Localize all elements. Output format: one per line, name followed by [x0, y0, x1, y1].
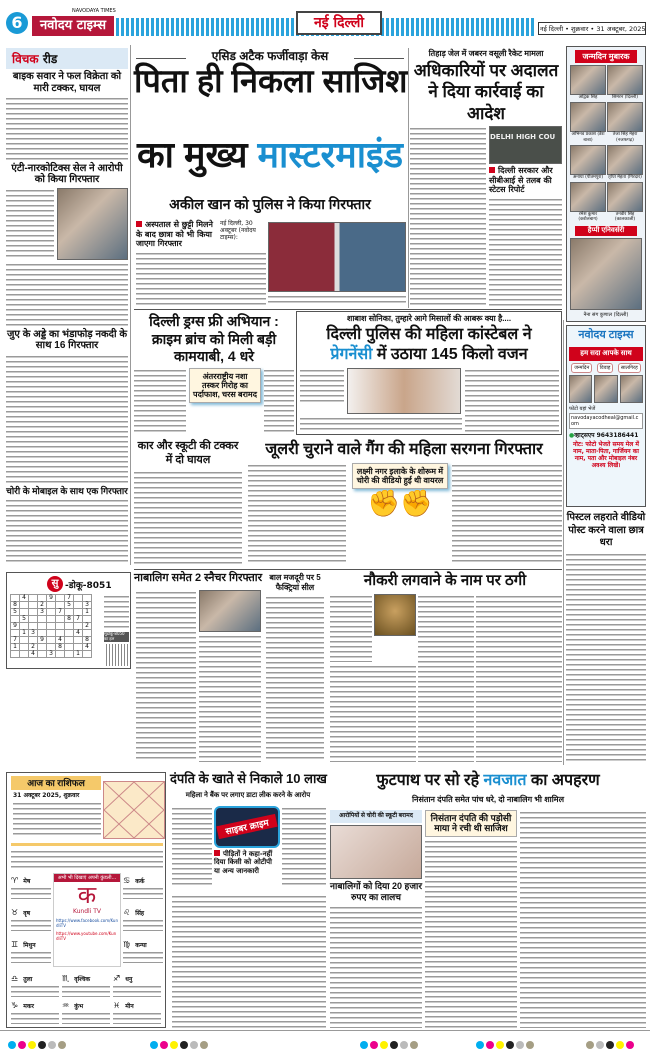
sudoku-cell[interactable]: 2	[38, 602, 47, 609]
sudoku-cell[interactable]: 1	[11, 644, 20, 651]
column-divider	[130, 45, 131, 565]
ad-tagline: हम सदा आपके साथ	[569, 347, 643, 361]
left-story-3-headline: जुए के अड्डे का भंडाफोड़ नकदी के साथ 16 गिरफ्तार	[6, 328, 128, 352]
sudoku-cell[interactable]: 4	[83, 644, 92, 651]
zodiac-text	[123, 886, 163, 899]
story-body	[172, 806, 212, 886]
tihar-story	[410, 49, 562, 307]
zodiac-icon: ♒	[62, 1001, 70, 1010]
zodiac-text	[11, 1011, 59, 1024]
tihar-side-headline: दिल्ली सरकार और सीबीआई से तलब की स्टेटस रिपोर्ट	[489, 166, 562, 195]
kidnap-tag: आरोपियों से चोरी की स्कूटी बरामद	[330, 810, 422, 823]
sudoku-cell[interactable]	[20, 637, 29, 644]
person-name: तनवीर सिंह (कालकाजी)	[614, 211, 636, 223]
sudoku-cell[interactable]	[56, 595, 65, 602]
story-body	[452, 463, 562, 565]
zodiac-sign-name: सिंह	[135, 910, 145, 917]
birthday-person	[607, 102, 643, 142]
sudoku-cell[interactable]	[47, 630, 56, 637]
zodiac-icon: ♈	[11, 876, 19, 885]
zodiac-icon: ♉	[11, 908, 19, 917]
kundli-chart	[103, 781, 165, 839]
story-body	[134, 368, 186, 436]
zodiac-icon: ♌	[123, 908, 131, 917]
sudoku-cell[interactable]	[20, 651, 29, 658]
drugs-headline: दिल्ली ड्रग्स फ्री अभियान : क्राइम ब्रांच को मिली बड़ी कामयाबी, 4 धरे	[149, 313, 279, 364]
acid-attack-photo	[268, 222, 406, 292]
tihar-kicker: तिहाड़ जेल में जबरन वसूली रैकेट मामला	[428, 49, 544, 58]
sudoku-cell[interactable]: 3	[47, 651, 56, 658]
sudoku-cell[interactable]: 4	[20, 595, 29, 602]
youtube-link[interactable]: https://www.youtube.com/KundliTV	[56, 931, 117, 942]
sudoku-cell[interactable]: 1	[74, 651, 83, 658]
sudoku-cell[interactable]	[20, 602, 29, 609]
zodiac-sign-name: वृष	[23, 910, 31, 917]
zodiac-sign-entry	[113, 998, 161, 1024]
car-story	[134, 440, 242, 565]
person-photo	[607, 145, 643, 175]
birthday-person	[570, 145, 606, 180]
couple-center	[214, 806, 280, 890]
story-body	[6, 188, 54, 260]
zodiac-sign-entry	[11, 905, 51, 931]
anniversary-title: हैप्पी एनिवर्सरी	[575, 226, 637, 236]
divider	[11, 843, 163, 846]
left-story-1-headline: बाइक सवार ने फल विक्रेता को मारी टक्कर, घायल	[12, 71, 122, 94]
story-body	[6, 96, 128, 161]
constable-kicker: शाबाश सोनिका, तुम्हारे आगे मिसालों की आबरू क्या है....	[346, 314, 512, 323]
story-body	[300, 368, 344, 404]
kidnap-subheadline: निसंतान दंपति समेत पांच धरे, दो नाबालिग भी शामिल	[411, 795, 565, 804]
ad-phone: 9643186441	[596, 431, 639, 439]
sudoku-cell[interactable]	[29, 595, 38, 602]
lead-headline-line1: पिता ही निकला साजिश	[134, 63, 408, 99]
pistol-story	[566, 512, 646, 762]
handcuffs-icon: ✊✊	[367, 489, 433, 520]
sudoku-cell[interactable]	[74, 595, 83, 602]
lead-headline-line2	[134, 135, 406, 175]
birthday-person	[607, 182, 643, 222]
sudoku-cell[interactable]	[38, 651, 47, 658]
lead-subheadline: अकील खान को पुलिस ने किया गिरफ्तार	[169, 196, 371, 212]
pistol-headline: पिस्टल लहराते वीडियो पोस्ट करने वाला छात्र धरा	[566, 512, 646, 548]
sudoku-cell[interactable]	[56, 623, 65, 630]
zodiac-sign-entry	[62, 998, 110, 1024]
sudoku-cell[interactable]	[56, 616, 65, 623]
labour-headline: बाल मजदूरी पर 5 फैक्ट्रियां सील	[269, 573, 321, 592]
sudoku-cell[interactable]: 5	[65, 602, 74, 609]
story-body	[566, 552, 646, 763]
zodiac-icon: ♐	[113, 974, 121, 983]
story-body	[248, 463, 346, 565]
registration-marks	[150, 1034, 210, 1053]
birthday-grid	[569, 65, 643, 224]
divider	[134, 569, 562, 570]
sudoku-cell[interactable]	[56, 651, 65, 658]
sudoku-cell[interactable]	[65, 637, 74, 644]
kundli-brand: Kundli TV	[72, 908, 102, 916]
sudoku-cell[interactable]: 2	[29, 644, 38, 651]
sudoku-answer-label: सुडोकू-8050 का हल	[104, 632, 129, 642]
story-body	[266, 595, 324, 762]
left-box-title	[6, 48, 128, 69]
couple-side-headline: पीड़ितों ने कहा-नहीं दिया किसी को ओटीपी या अन्य जानकारी	[214, 850, 280, 875]
sudoku-box	[6, 572, 131, 669]
divider	[134, 309, 562, 310]
lead-side-headline: अस्पताल से छुट्टी मिलने के बाद छात्रा को भी किया जाएगा गिरफ्तार	[136, 220, 218, 249]
sudoku-cell[interactable]: 3	[29, 630, 38, 637]
sudoku-cell[interactable]	[65, 651, 74, 658]
zodiac-sign-entry	[123, 905, 163, 931]
zodiac-text	[62, 1011, 110, 1024]
zodiac-text	[11, 918, 51, 931]
sudoku-cell[interactable]	[47, 609, 56, 616]
sudoku-cell[interactable]: 8	[65, 616, 74, 623]
lead-dateline: नई दिल्ली, 30 अक्टूबर (नवोदय टाइम्स):	[220, 220, 256, 242]
person-photo	[607, 65, 643, 95]
box-title-black: रीड	[42, 52, 58, 66]
couple-photo	[570, 238, 642, 310]
zodiac-sign-name: धनु	[125, 976, 133, 983]
kundli-ad	[53, 873, 121, 967]
story-body	[300, 416, 462, 432]
kidnap-head-a: फुटपाथ पर सो रहे	[376, 772, 484, 789]
kidnap-side-headline: निसंतान दंपति की पड़ोसी माया ने रची थी साजिश	[425, 810, 517, 837]
zodiac-sign-entry	[11, 937, 51, 963]
ad-note: नोट: फोटो भेजते समय मेल में नाम, माता-पिता, गार्जियन का नाम, पता और मोबाइल नंबर अवश्य लिखें।	[573, 440, 639, 470]
kundli-logo: क	[77, 881, 97, 909]
ad-tab: सालगिरह	[618, 363, 641, 373]
person-name: रमेश कुमार (करोलबाग)	[578, 211, 598, 223]
sudoku-cell[interactable]	[74, 637, 83, 644]
masthead-logo: नवोदय टाइम्स	[32, 16, 114, 36]
birthday-person	[570, 182, 606, 222]
sudoku-cell[interactable]: 2	[83, 623, 92, 630]
box-title-red: विचक	[12, 52, 39, 66]
sudoku-cell[interactable]	[74, 602, 83, 609]
high-court-photo: DELHI HIGH COU	[489, 126, 562, 164]
facebook-link[interactable]: https://www.facebook.com/KundliTV	[56, 918, 118, 929]
story-body	[264, 368, 294, 436]
sudoku-cell[interactable]: 8	[56, 644, 65, 651]
arrest-photo	[57, 188, 128, 260]
dateline: नई दिल्ली • शुक्रवार • 31 अक्टूबर, 2025	[538, 22, 646, 35]
sudoku-cell[interactable]	[47, 623, 56, 630]
person-photo	[570, 182, 606, 212]
zodiac-sign-entry	[11, 873, 51, 899]
person-photo	[570, 65, 606, 95]
registration-marks	[586, 1034, 636, 1053]
drugs-callout: अंतरराष्ट्रीय नशा तस्कर गिरोह का पर्दाफाश, चरस बरामद	[189, 368, 261, 404]
person-name: अद्विक सिंह	[578, 95, 598, 101]
sudoku-grid[interactable]	[10, 594, 92, 658]
zodiac-icon: ♊	[11, 940, 19, 949]
zodiac-icon: ♍	[123, 940, 131, 949]
rashifal-box	[6, 772, 166, 1028]
constable-headline-2	[297, 346, 561, 364]
sudoku-cell[interactable]	[38, 616, 47, 623]
story-body	[6, 498, 128, 563]
rashifal-title: आज का राशिफल	[11, 776, 101, 790]
sudoku-cell[interactable]: 9	[47, 595, 56, 602]
ad-photos	[569, 375, 643, 403]
story-body	[425, 839, 517, 1028]
sudoku-cell[interactable]: 8	[11, 602, 20, 609]
sudoku-cell[interactable]	[29, 602, 38, 609]
ad-whatsapp: ●व्हाट्सएप 9643186441	[569, 431, 639, 439]
ad-send: फोटो यहां भेजें	[569, 405, 596, 412]
rashifal-text	[11, 849, 163, 871]
sudoku-cell[interactable]: 9	[11, 623, 20, 630]
zodiac-icon: ♓	[113, 1001, 121, 1010]
story-body	[465, 368, 559, 432]
sudoku-cell[interactable]	[47, 616, 56, 623]
sudoku-answer-grid	[104, 644, 129, 666]
sudoku-cell[interactable]	[29, 616, 38, 623]
lead-kicker: एसिड अटैक फर्जीवाड़ा केस	[211, 49, 329, 63]
left-column	[6, 48, 128, 563]
drugs-story	[134, 313, 294, 435]
job-headline: नौकरी लगवाने के नाम पर ठगी	[363, 572, 527, 589]
sudoku-cell[interactable]: 5	[20, 616, 29, 623]
zodiac-sign-name: मिथुन	[23, 942, 36, 949]
zodiac-sign-entry	[11, 998, 59, 1024]
sudoku-instructions	[104, 594, 129, 630]
sudoku-cell[interactable]	[47, 637, 56, 644]
constable-headline-1: दिल्ली पुलिस की महिला कांस्टेबल ने	[326, 326, 532, 343]
weightlifting-photo	[347, 368, 461, 414]
whatsapp-label: व्हाट्सएप	[574, 431, 595, 439]
zodiac-sign-name: तुला	[23, 976, 33, 983]
story-body	[199, 634, 261, 762]
jewel-callout-area	[352, 463, 448, 565]
lead-headline-line2a: का मुख्य	[137, 134, 258, 175]
story-body	[520, 810, 646, 1028]
sudoku-cell[interactable]	[20, 644, 29, 651]
ad-logo: नवोदय टाइम्स	[578, 329, 634, 341]
zodiac-sign-entry	[123, 937, 163, 963]
sudoku-cell[interactable]	[29, 609, 38, 616]
car-headline: कार और स्कूटी की टक्कर में दो घायल	[137, 440, 239, 466]
column-divider	[563, 320, 564, 765]
zodiac-sign-name: मेष	[23, 878, 31, 885]
story-body	[476, 594, 562, 762]
person-name: तृप्ति मेहता (गिरदार)	[608, 174, 642, 180]
divider	[136, 58, 186, 59]
registration-marks	[360, 1034, 420, 1053]
sudoku-side	[104, 594, 129, 666]
jewel-headline: जूलरी चुराने वाले गैंग की महिला सरगना गिरफ्तार	[265, 441, 543, 458]
zodiac-text	[123, 918, 163, 931]
snatcher-headline: नाबालिग समेत 2 स्नैचर गिरफ्तार	[134, 572, 263, 584]
logo-small: NAVODAYA TIMES	[72, 8, 116, 14]
ad-tabs	[569, 363, 643, 373]
sudoku-cell[interactable]	[65, 644, 74, 651]
newborn-photo	[330, 825, 422, 879]
zodiac-icon: ♋	[123, 876, 131, 885]
story-body	[489, 197, 562, 307]
sudoku-cell[interactable]	[83, 651, 92, 658]
kidnap-col-1	[330, 810, 422, 1028]
zodiac-sign-entry	[123, 873, 163, 899]
zodiac-text	[11, 886, 51, 899]
sudoku-cell[interactable]: 4	[56, 637, 65, 644]
page-header	[0, 8, 650, 42]
sudoku-cell[interactable]: 5	[11, 609, 20, 616]
story-body	[136, 251, 266, 306]
rashifal-date: 31 अक्टूबर 2025, शुक्रवार	[13, 792, 80, 799]
birthday-box	[566, 46, 646, 322]
constable-story	[296, 311, 562, 435]
kidnap-head-c: का अपहरण	[526, 772, 600, 789]
sudoku-cell[interactable]	[47, 602, 56, 609]
headline-highlight: प्रेगनेंसी	[330, 346, 373, 363]
tihar-headline: अधिकारियों पर अदालत ने दिया कार्रवाई का आदेश	[413, 61, 559, 123]
left-story-4-headline: चोरी के मोबाइल के साथ एक गिरफ्तार	[6, 485, 128, 496]
sudoku-cell[interactable]: 3	[38, 609, 47, 616]
person-photo	[607, 102, 643, 132]
zodiac-sign-name: कन्या	[135, 942, 147, 949]
kidnap-head-b: नवजात	[483, 772, 527, 789]
sudoku-cell[interactable]: 1	[20, 630, 29, 637]
sudoku-cell[interactable]	[65, 623, 74, 630]
story-body	[330, 664, 416, 762]
column-divider	[408, 48, 409, 308]
birthday-person	[570, 65, 606, 100]
headline-rest: में उठाया 145 किलो वजन	[372, 346, 528, 363]
sudoku-cell[interactable]: 4	[74, 630, 83, 637]
sudoku-cell[interactable]: 8	[83, 637, 92, 644]
zodiac-icon: ♎	[11, 974, 19, 983]
kidnap-col-2	[425, 810, 517, 1028]
jewel-callout: लक्ष्मी नगर इलाके के शोरूम में चोरी की वीडियो हुई थी वायरल	[352, 463, 448, 489]
story-body	[136, 590, 196, 762]
person-name: तेजा सिंह मेहरा (नजफगढ़)	[612, 132, 638, 143]
section-tab: नई दिल्ली	[296, 11, 382, 35]
zodiac-text	[11, 950, 51, 963]
lead-text-area	[136, 220, 266, 306]
cyber-crime-badge: साइबर क्राइम	[216, 814, 277, 839]
story-body	[172, 894, 326, 1028]
story-body	[6, 354, 128, 484]
birthday-title: जन्मदिन मुबारक	[575, 50, 637, 63]
labour-story	[266, 573, 324, 762]
registration-marks	[476, 1034, 536, 1053]
ad-tab: जन्मदिन	[571, 363, 592, 373]
sudoku-cell[interactable]: 7	[56, 609, 65, 616]
zodiac-icon: ♑	[11, 1001, 19, 1010]
zodiac-text	[113, 1011, 161, 1024]
kidnap-photo-caption: नाबालिगों को दिया 20 हजार रुपए का लालच	[330, 880, 423, 903]
sudoku-cell[interactable]	[65, 630, 74, 637]
sudoku-cell[interactable]: 1	[83, 609, 92, 616]
ad-tab: विवाह	[597, 363, 614, 373]
kundli-lines	[104, 782, 164, 838]
story-body	[418, 594, 474, 762]
couple-headline: दंपति के खाते से निकाले 10 लाख	[170, 771, 327, 786]
sudoku-title: -डोकू-8051	[65, 581, 112, 591]
left-story-2-headline: एंटी-नारकोटिक्स सेल ने आरोपी को किया गिरफ्तार	[11, 162, 123, 186]
story-body	[330, 905, 422, 1028]
sudoku-cell[interactable]: 7	[65, 595, 74, 602]
lead-headline-line2b: मास्टरमाइंड	[257, 134, 403, 175]
zodiac-sign-name: वृश्चिक	[74, 976, 91, 983]
ad-email[interactable]: navodayacodheal@gmail.com	[569, 413, 643, 429]
person-photo	[570, 102, 606, 132]
zodiac-sign-name: कुंभ	[74, 1003, 84, 1010]
sudoku-cell[interactable]: 7	[74, 616, 83, 623]
zodiac-text	[123, 950, 163, 963]
bottom-rule	[0, 1030, 650, 1031]
panchang-text	[13, 801, 101, 837]
zodiac-sign-name: मीन	[125, 1003, 134, 1010]
sudoku-cell[interactable]: 9	[38, 637, 47, 644]
couple-caption: नैना संग कुणाल (दिल्ली)	[583, 312, 629, 318]
sudoku-cell[interactable]	[38, 623, 47, 630]
sudoku-cell[interactable]: 7	[11, 637, 20, 644]
person-name: अभिनव प्रकाश (डेरा बाबा)	[571, 132, 605, 143]
divider	[354, 58, 404, 59]
sudoku-cell[interactable]	[38, 644, 47, 651]
story-body	[330, 594, 372, 662]
zodiac-sign-name: कर्क	[135, 878, 145, 885]
person-name: सिमरन (दिल्ली)	[612, 95, 638, 101]
person-photo	[607, 182, 643, 212]
zodiac-sign-name: मकर	[23, 1003, 34, 1010]
couple-subheadline: महिला ने बैंक पर लगाए डाटा लीक करने के आरोप	[185, 792, 311, 799]
kidnap-headline	[330, 772, 646, 790]
kundli-title: अभी भी दिखाएं अपनी कुंडली...	[54, 874, 120, 882]
sudoku-cell[interactable]: 4	[29, 651, 38, 658]
person-photo	[570, 145, 606, 175]
zodiac-icon: ♏	[62, 974, 70, 983]
story-body	[282, 806, 326, 888]
sudoku-cell[interactable]	[11, 651, 20, 658]
page-number: 6	[6, 12, 28, 34]
story-body	[6, 262, 128, 327]
police-photo	[374, 594, 416, 636]
snatcher-photo	[199, 590, 261, 632]
navodaya-ad	[566, 325, 646, 507]
story-body	[134, 470, 242, 566]
sudoku-prefix: सु	[47, 576, 63, 592]
birthday-person	[607, 145, 643, 180]
story-body	[268, 294, 406, 306]
cyber-crime-graphic	[214, 806, 280, 848]
sudoku-cell[interactable]: 3	[83, 602, 92, 609]
registration-marks	[8, 1034, 68, 1053]
birthday-person	[570, 102, 606, 142]
person-name: अनाया (पीतमपुरा)	[572, 174, 604, 180]
birthday-person	[607, 65, 643, 100]
story-body	[410, 126, 486, 307]
